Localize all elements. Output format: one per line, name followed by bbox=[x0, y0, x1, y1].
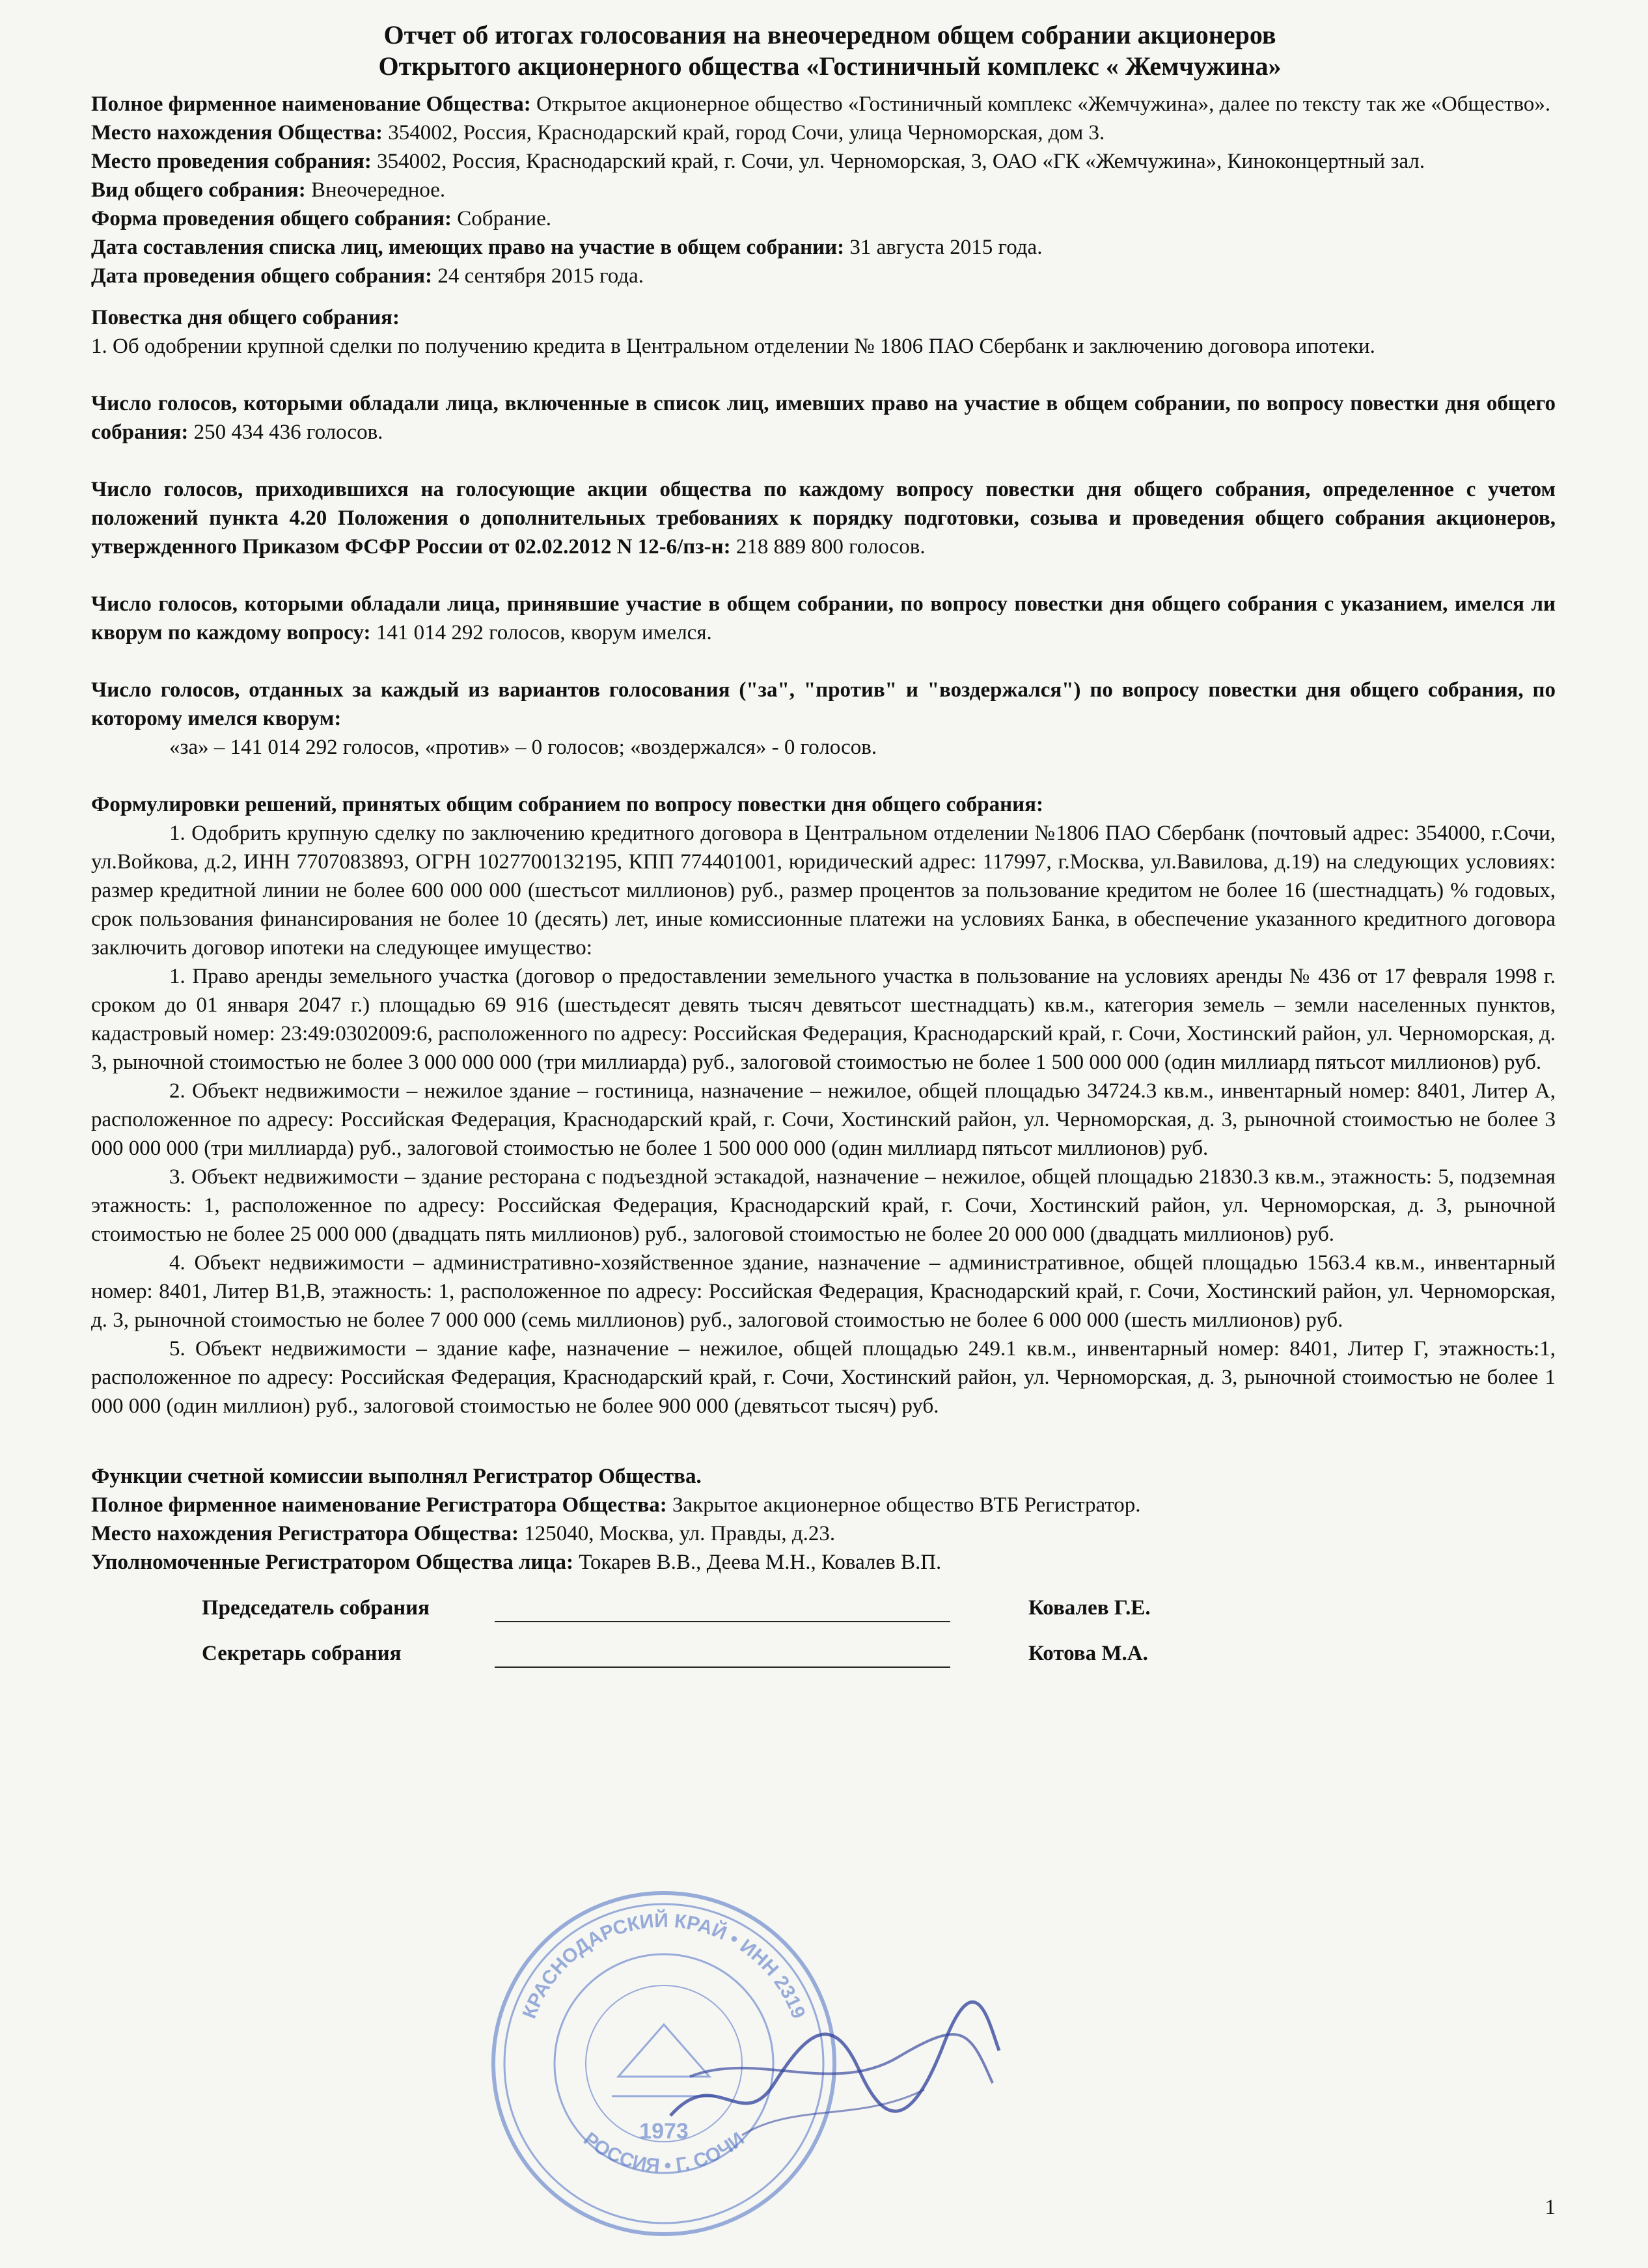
secretary-signature-row bbox=[91, 1635, 1556, 1681]
list-date: Дата составления списка лиц, имеющих право на участие в общем собрании: 31 августа 2015 года. bbox=[91, 236, 1043, 259]
registrar-persons: Уполномоченные Регистратором Общества лица: Токарев В.В., Деева М.Н., Ковалев В.П. bbox=[91, 1551, 942, 1574]
chair-role: Председатель собрания bbox=[202, 1596, 430, 1620]
stamp-text-top: КРАСНОДАРСКИЙ КРАЙ • ИНН 2319 bbox=[518, 1909, 810, 2022]
meeting-type: Вид общего собрания: Внеочередное. bbox=[91, 178, 446, 202]
company-location: Место нахождения Общества: 354002, Россия, Краснодарский край, город Сочи, улица Черноморская, дом 3. bbox=[91, 121, 1105, 145]
decision-item: 2. Объект недвижимости – нежилое здание – гостиница, назначение – нежилое, общей площадью 34724.3 кв.м., инвентарный номер: 8401, Литер А, расположенное по адресу: Российская Федерация, Краснодарский край, г. Сочи, Хостинский район, ул. Черноморская, д. 3, рыночной стоимостью не более 3 000 000 000 (три миллиарда) руб., залоговой стоимостью не более 1 500 000 000 (один миллиард пятьсот миллионов) руб. bbox=[91, 1079, 1556, 1160]
chair-name: Ковалев Г.Е. bbox=[1028, 1596, 1151, 1620]
votes-options-value: «за» – 141 014 292 голосов, «против» – 0 голосов; «воздержался» - 0 голосов. bbox=[169, 736, 877, 759]
decision-item: 3. Объект недвижимости – здание ресторана с подъездной эстакадой, назначение – нежилое, общей площадью 21830.3 кв.м., этажность: 5, подземная этажность: 1, расположенное по адресу: Российская Федерация, Краснодарский край, г. Сочи, Хостинский район, ул. Черноморская, д. 3, рыночной стоимостью не более 25 000 000 (двадцать пять миллионов) руб., залоговой стоимостью не более 20 000 000 (двадцать миллионов) руб. bbox=[91, 1165, 1556, 1246]
registrar-functions: Функции счетной комиссии выполнял Регистратор Общества. bbox=[91, 1465, 702, 1488]
decision-main: 1. Одобрить крупную сделку по заключению кредитного договора в Центральном отделении №1806 ПАО Сбербанк (почтовый адрес: 354000, г.Сочи, ул.Войкова, д.2, ИНН 7707083893, ОГРН 1027700132195, КПП 774401001, юридический адрес: 117997, г.Москва, ул.Вавилова, д.19) на следующих условиях: размер кредитной линии не более 600 000 000 (шестьсот миллионов) руб., размер процентов за пользование кредитом не более 16 (шестнадцать) % годовых, срок пользования финансирования не более 10 (десять) лет, иные комиссионные платежи на условиях Банка, в обеспечение указанного кредитного договора заключить договор ипотеки на следующее имущество: bbox=[91, 822, 1556, 960]
decision-item: 5. Объект недвижимости – здание кафе, назначение – нежилое, общей площадью 249.1 кв.м., инвентарный номер: 8401, Литер Г, этажность:1, расположенное по адресу: Российская Федерация, Краснодарский край, г. Сочи, Хостинский район, ул. Черноморская, д. 3, рыночной стоимостью не более 1 000 000 (один миллион) руб., залоговой стоимостью не более 900 000 (девятьсот тысяч) руб. bbox=[91, 1337, 1556, 1418]
document-title bbox=[104, 20, 1556, 82]
meeting-form: Форма проведения общего собрания: Собрание. bbox=[91, 207, 551, 230]
registrar-location: Место нахождения Регистратора Общества: 125040, Москва, ул. Правды, д.23. bbox=[91, 1522, 836, 1545]
decision-item: 4. Объект недвижимости – административно-хозяйственное здание, назначение – административное, общей площадью 1563.4 кв.м., инвентарный номер: 8401, Литер В1,В, этажность: 1, расположенное по адресу: Российская Федерация, Краснодарский край, г. Сочи, Хостинский район, ул. Черноморская, д. 3, рыночной стоимостью не более 7 000 000 (семь миллионов) руб., залоговой стоимостью не более 6 000 000 (шесть миллионов) руб. bbox=[91, 1251, 1556, 1332]
votes-voting-shares: Число голосов, приходившихся на голосующие акции общества по каждому вопросу повестки дня общего собрания, определенное с учетом положений пункта 4.20 Положения о дополнительных требованиях к порядку подготовки, созыва и проведения общего собрания акционеров, утвержденного Приказом ФСФР России от 02.02.2012 N 12-6/пз-н: 218 889 800 голосов. bbox=[91, 478, 1556, 559]
page-number: 1 bbox=[1545, 2196, 1556, 2219]
title-line-1: Отчет об итогах голосования на внеочередном общем собрании акционеров bbox=[383, 20, 1276, 49]
votes-participants: Число голосов, которыми обладали лица, принявшие участие в общем собрании, по вопросу повестки дня общего собрания с указанием, имелся ли кворум по каждому вопросу: 141 014 292 голосов, кворум имелся. bbox=[91, 592, 1556, 644]
secretary-signature-line bbox=[495, 1666, 950, 1668]
secretary-role: Секретарь собрания bbox=[202, 1642, 402, 1665]
stamp-text-bottom: РОССИЯ • Г. СОЧИ bbox=[579, 2128, 748, 2177]
votes-options-label: Число голосов, отданных за каждый из вариантов голосования ("за", "против" и "воздержался") по вопросу повестки дня общего собрания, по которому имелся кворум: bbox=[91, 678, 1556, 730]
votes-total: Число голосов, которыми обладали лица, включенные в список лиц, имевших право на участие в общем собрании, по вопросу повестки дня общего собрания: 250 434 436 голосов. bbox=[91, 392, 1556, 444]
chair-signature-line bbox=[495, 1621, 950, 1622]
agenda-item: 1. Об одобрении крупной сделки по получению кредита в Центральном отделении № 1806 ПАО Сбербанк и заключению договора ипотеки. bbox=[91, 335, 1375, 358]
stamp-year: 1973 bbox=[639, 2119, 689, 2144]
company-name: Полное фирменное наименование Общества: Открытое акционерное общество «Гостиничный комплекс «Жемчужина», далее по тексту так же «Общество». bbox=[91, 92, 1551, 116]
decision-item: 1. Право аренды земельного участка (договор о предоставлении земельного участка в пользование на условиях аренды № 436 от 17 февраля 1998 г. сроком до 01 января 2047 г.) площадью 69 916 (шестьдесят девять тысяч девятьсот шестнадцать) кв.м., категория земель – земли населенных пунктов, кадастровый номер: 23:49:0302009:6, расположенного по адресу: Российская Федерация, Краснодарский край, г. Сочи, Хостинский район, ул. Черноморская, д. 3, рыночной стоимостью не более 3 000 000 000 (три миллиарда) руб., залоговой стоимостью не более 1 500 000 000 (один миллиард пятьсот миллионов) руб. bbox=[91, 965, 1556, 1074]
title-line-2: Открытого акционерного общества «Гостиничный комплекс « Жемчужина» bbox=[378, 51, 1282, 81]
agenda-label: Повестка дня общего собрания: bbox=[91, 306, 400, 329]
meeting-venue: Место проведения собрания: 354002, Россия, Краснодарский край, г. Сочи, ул. Черноморская, 3, ОАО «ГК «Жемчужина», Киноконцертный зал. bbox=[91, 150, 1425, 173]
chair-signature-row bbox=[91, 1590, 1556, 1635]
registrar-name: Полное фирменное наименование Регистратора Общества: Закрытое акционерное общество ВТБ Регистратор. bbox=[91, 1493, 1141, 1517]
document-page bbox=[91, 20, 1556, 2259]
meeting-date: Дата проведения общего собрания: 24 сентября 2015 года. bbox=[91, 264, 644, 288]
secretary-name: Котова М.А. bbox=[1028, 1642, 1148, 1665]
decisions-label: Формулировки решений, принятых общим собранием по вопросу повестки дня общего собрания: bbox=[91, 793, 1044, 816]
